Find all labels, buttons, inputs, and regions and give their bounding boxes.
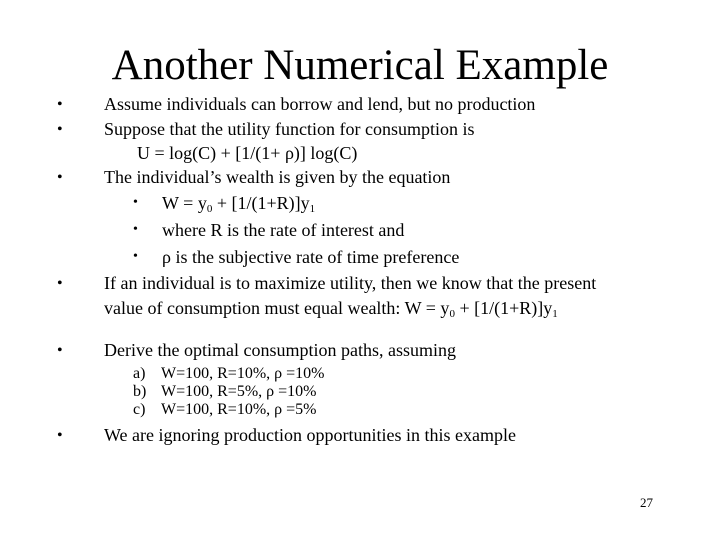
case-item: c) W=100, R=10%, ρ =5% [133, 401, 317, 418]
sub-bullet-dot: • [133, 195, 138, 210]
text-rho-definition: ρ is the subjective rate of time preference [162, 247, 460, 267]
sub-bullet-dot: • [133, 222, 138, 237]
text-utility-equation: U = log(C) + [1/(1+ ρ)] log(C) [137, 143, 358, 163]
text-derive: Derive the optimal consumption paths, assuming [104, 340, 456, 360]
bullet-dot: • [57, 96, 63, 113]
text-suppose: Suppose that the utility function for consumption is [104, 119, 475, 139]
bullet-dot: • [57, 427, 63, 444]
text-assume: Assume individuals can borrow and lend, but no production [104, 94, 536, 114]
bullet-dot: • [57, 275, 63, 292]
case-item: a) W=100, R=10%, ρ =10% [133, 365, 325, 382]
text-ignoring: We are ignoring production opportunities in this example [104, 425, 516, 445]
slide-title: Another Numerical Example [111, 42, 609, 89]
sub-bullet-dot: • [133, 249, 138, 264]
text-maximize-line2: value of consumption must equal wealth: $W = y_0 + [1/(1+R)]y_1$ [104, 298, 558, 320]
bullet-dot: • [57, 121, 63, 138]
text-wealth-intro: The individual’s wealth is given by the equation [104, 167, 451, 187]
text-where-r: where R is the rate of interest and [162, 220, 405, 240]
case-item: b) W=100, R=5%, ρ =10% [133, 383, 317, 400]
page-number: 27 [640, 495, 653, 510]
text-maximize-line1: If an individual is to maximize utility, then we know that the present [104, 273, 597, 293]
text-wealth-equation: $W = y_0 + [1/(1+R)]y_1$ [162, 193, 316, 215]
bullet-dot: • [57, 169, 63, 186]
bullet-dot: • [57, 342, 63, 359]
